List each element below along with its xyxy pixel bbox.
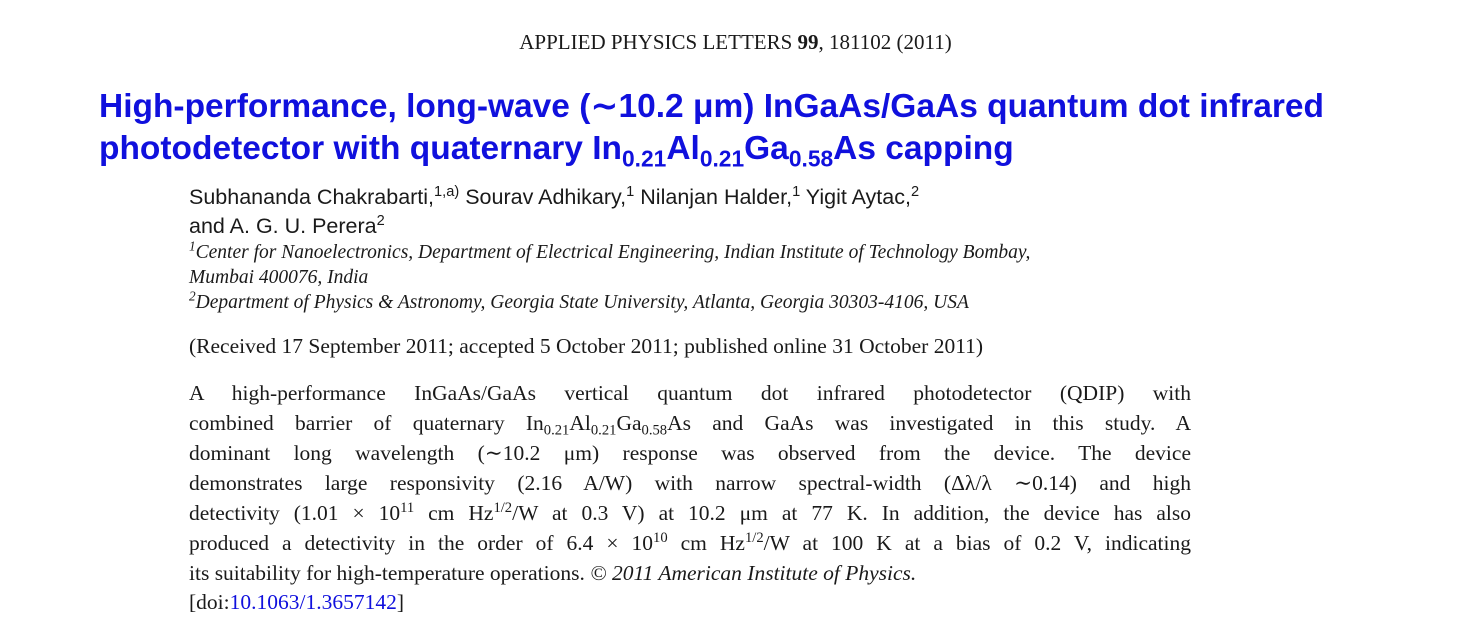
journal-volume: 99 [797,30,819,54]
affiliations [189,240,1389,315]
abstract-line: its suitability for high-temperature operations. © 2011 American Institute of Physics. [189,561,917,585]
doi: [doi:10.1063/1.3657142] [189,590,405,614]
copyright-notice: © 2011 American Institute of Physics. [590,561,917,585]
affiliation-1: $^1$Center for Nanoelectronics, Department of Electrical Engineering, Indian Institute of Technology Bombay, Mumbai 400076, India [189,238,1031,288]
abstract-line: combined barrier of quaternary $In_{0.21}Al_{0.21}Ga_{0.58}As$ and GaAs was investigated in this study. A [189,411,1191,439]
abstract-line: dominant long wavelength (∼10.2 μm) response was observed from the device. The device [189,441,1191,465]
author: Nilanjan Halder,$^1$ [640,183,801,209]
journal-header [0,30,1471,55]
title-line-1: High-performance, long-wave (∼10.2 μm) InGaAs/GaAs quantum dot infrared [99,88,1324,125]
author: and A. G. U. Perera$^2$ [189,212,385,238]
author: Sourav Adhikary,$^1$ [465,183,635,209]
title-line-2: photodetector with quaternary $In_{0.21}Al_{0.21}Ga_{0.58}As$ capping [99,130,1014,172]
abstract-line: A high-performance InGaAs/GaAs vertical quantum dot infrared photodetector (QDIP) with [189,381,1191,405]
author: Yigit Aytac,$^2$ [805,183,920,209]
abstract-line: produced a detectivity in the order of $6.4 \times 10^{10}$ cm $Hz^{1/2}/W$ at 100 K at a bias of 0.2 V, indicating [189,529,1192,555]
affiliation-2: $^2$Department of Physics & Astronomy, Georgia State University, Atlanta, Georgia 30303-4106, USA [189,288,969,313]
author: Subhananda Chakrabarti,$^{1,a)}$ [189,183,460,209]
paper-title [99,86,1439,170]
author-list [189,183,1289,241]
abstract-line: demonstrates large responsivity (2.16 A/W) with narrow spectral-width (Δλ/λ ∼0.14) and high [189,471,1191,495]
doi-link[interactable]: 10.1063/1.3657142 [229,590,397,614]
abstract [189,378,1191,588]
abstract-line: detectivity ($1.01 \times 10^{11}$ cm $Hz^{1/2}/W$ at 0.3 V) at 10.2 μm at 77 K. In addition, the device has also [189,499,1191,525]
journal-article-number: , 181102 (2011) [818,30,952,54]
journal-name: APPLIED PHYSICS LETTERS [519,30,793,54]
received-history: (Received 17 September 2011; accepted 5 October 2011; published online 31 October 2011) [189,334,984,358]
